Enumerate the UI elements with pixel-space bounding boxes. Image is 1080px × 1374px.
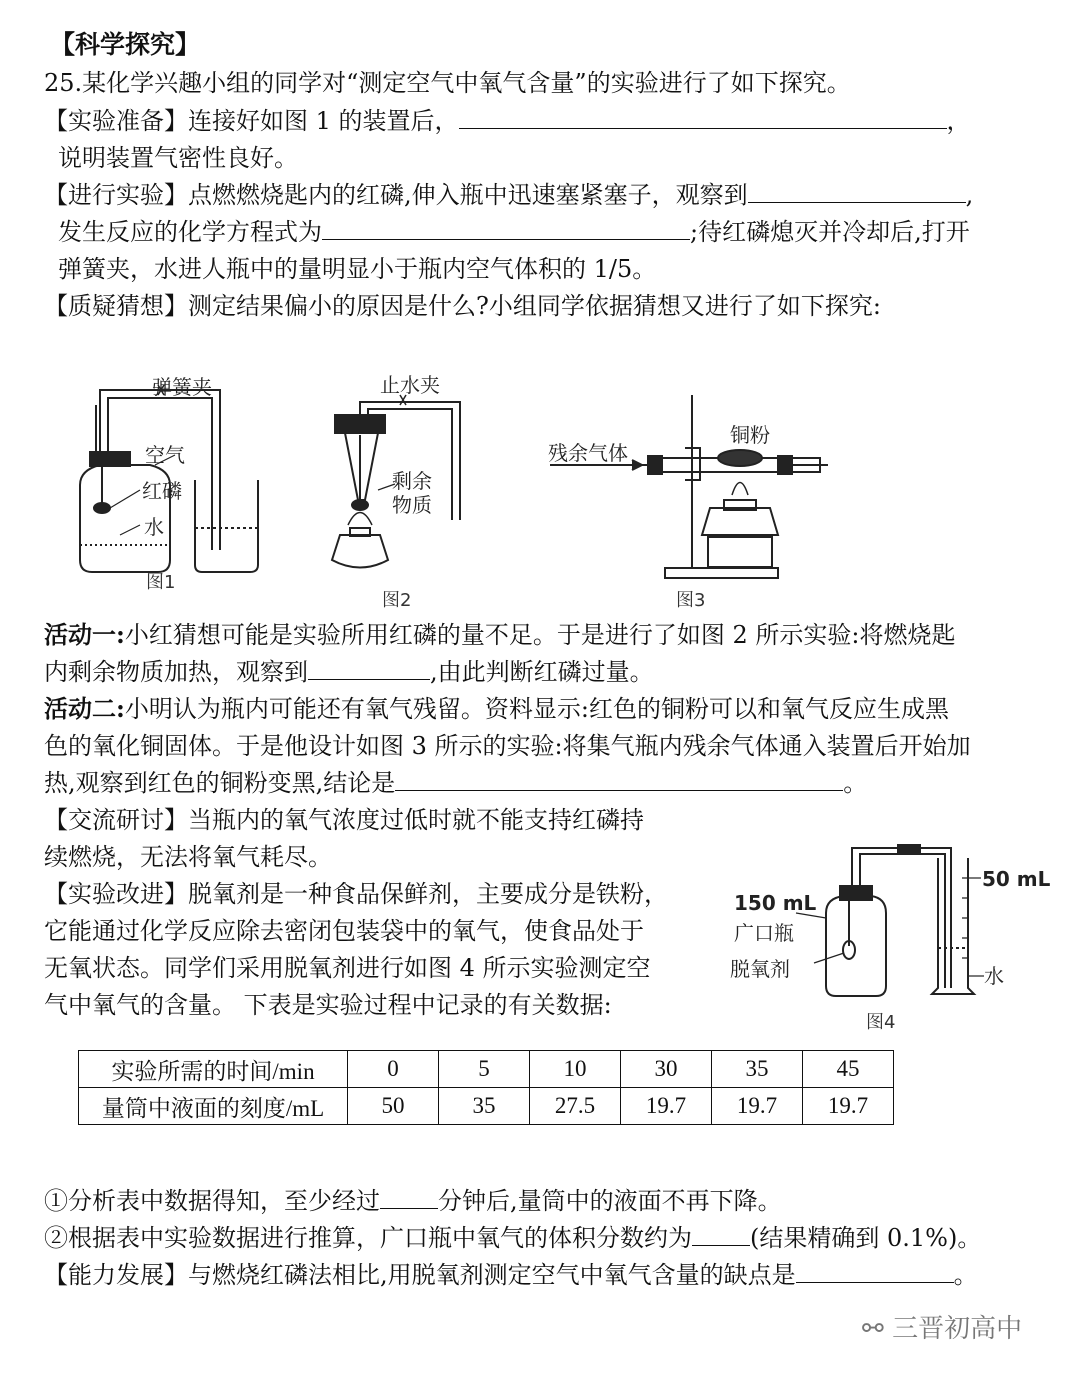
figures-1-3 [60,360,860,615]
fig1-phos-label: 红磷 [142,479,182,503]
act1-line-1 [44,620,955,650]
table-cell: 35 [439,1088,530,1125]
q2-text-a: ②根据表中实验数据进行推算，广口瓶中氧气的体积分数约为 [44,1224,692,1252]
act1-text-2a: 内剩余物质加热，观察到 [44,658,308,686]
q1-text-b: 分钟后,量筒中的液面不再下降。 [438,1187,782,1215]
fig2-caption: 图2 [382,590,412,611]
discuss-line-1: 【交流研讨】当瓶内的氧气浓度过低时就不能支持红磷持 [44,806,644,834]
fig4-caption: 图4 [866,1012,896,1033]
fig2-clip-label: 止水夹 [380,373,440,397]
row1-label: 实验所需的时间/min [79,1051,348,1088]
equation-lead: 发生反应的化学方程式为 [58,218,322,246]
exp-end: , [965,181,974,209]
question-stem: 25.某化学兴趣小组的同学对“测定空气中氧气含量”的实验进行了如下探究。 [44,69,851,97]
exp-line-3: 弹簧夹，水进人瓶中的量明显小于瓶内空气体积的 1/5。 [58,255,657,283]
ability-text-a: 【能力发展】与燃烧红磷法相比,用脱氧剂测定空气中氧气含量的缺点是 [44,1261,796,1289]
table-cell: 19.7 [712,1088,803,1125]
act2-line-3 [44,768,867,798]
table-cell: 19.7 [803,1088,894,1125]
observe-blank[interactable] [748,180,966,203]
table-cell: 45 [803,1051,894,1088]
act2-line-1 [44,694,949,724]
table-cell: 5 [439,1051,530,1088]
act1-text-2b: ,由此判断红磷过量。 [430,658,654,686]
improve-line-3: 无氧状态。同学们采用脱氧剂进行如图 4 所示实验测定空 [44,954,651,982]
fig3-gas-label: 残余气体 [548,441,628,465]
figure-3 [550,395,828,578]
act2-text-3b: 。 [843,769,868,797]
prep-lead: 【实验准备】连接好如图 1 的装置后， [44,107,459,135]
prep-line [44,106,971,136]
table-cell: 35 [712,1051,803,1088]
act2-title: 活动二: [44,694,125,723]
ability-line [44,1260,978,1290]
discuss-line-2: 续燃烧，无法将氧气耗尽。 [44,843,332,871]
table-row [79,1051,894,1088]
doubt-line: 【质疑猜想】测定结果偏小的原因是什么?小组同学依据猜想又进行了如下探究: [44,292,881,320]
row2-label: 量筒中液面的刻度/mL [79,1088,348,1125]
ability-text-b: 。 [953,1261,978,1289]
table-cell: 30 [621,1051,712,1088]
equation-blank[interactable] [322,217,690,240]
fig1-clip-label: 弹簧夹 [152,375,212,399]
exp-lead: 【进行实验】点燃燃烧匙内的红磷,伸入瓶中迅速塞紧塞子，观察到 [44,181,748,209]
fig4-vol-label: 150 mL [734,891,817,915]
act1-line-2 [44,657,654,687]
q1-line [44,1186,782,1216]
table-cell: 19.7 [621,1088,712,1125]
exp-line-1 [44,180,973,210]
table-cell: 27.5 [530,1088,621,1125]
prep-end: ， [946,107,971,135]
improve-line-4: 气中氧气的含量。 下表是实验过程中记录的有关数据: [44,991,612,1019]
act1-text-1: 小红猜想可能是实验所用红磷的量不足。于是进行了如图 2 所示实验:将燃烧匙 [124,621,956,649]
fig4-bottle-label: 广口瓶 [734,921,794,945]
table-row [79,1088,894,1125]
prep-cont: 说明装置气密性良好。 [58,144,298,172]
q2-blank[interactable] [692,1223,750,1246]
improve-line-2: 它能通过化学反应除去密闭包装袋中的氧气，使食品处于 [44,917,644,945]
watermark-text: 三晋初高中 [892,1314,1023,1344]
fig4-cyl-label: 50 mL [982,867,1051,891]
improve-line-1: 【实验改进】脱氧剂是一种食品保鲜剂，主要成分是铁粉， [44,880,668,908]
q1-blank[interactable] [380,1186,438,1209]
exp-line-2 [58,217,970,247]
wechat-icon: ⚯ [862,1314,884,1344]
table-cell: 0 [348,1051,439,1088]
act1-blank[interactable] [308,657,430,680]
act2-blank[interactable] [395,768,843,791]
fig1-air-label: 空气 [145,443,185,467]
fig2-rem1-label: 剩余 [392,469,432,493]
table-cell: 10 [530,1051,621,1088]
q2-text-b: (结果精确到 0.1%)。 [750,1224,982,1252]
fig4-agent-label: 脱氧剂 [730,957,790,981]
act2-text-3a: 热,观察到红色的铜粉变黑,结论是 [44,769,396,797]
act2-text-1: 小明认为瓶内可能还有氧气残留。资料显示:红色的铜粉可以和氧气反应生成黑 [124,695,949,723]
section-header: 【科学探究】 [50,30,201,59]
fig2-rem2-label: 物质 [392,493,432,517]
data-table [78,1050,894,1125]
watermark [862,1308,1022,1345]
figure-4 [726,838,1056,1038]
exp-l2-end: ;待红磷熄灭并冷却后,打开 [690,218,970,246]
act2-line-2: 色的氧化铜固体。于是他设计如图 3 所示的实验:将集气瓶内残余气体通入装置后开始加 [44,732,971,760]
act1-title: 活动一: [44,620,125,649]
fig1-water-label: 水 [144,515,164,539]
q1-text-a: ①分析表中数据得知，至少经过 [44,1187,380,1215]
q2-line [44,1223,981,1253]
table-cell: 50 [348,1088,439,1125]
prep-blank[interactable] [459,106,947,129]
fig3-cu-label: 铜粉 [730,423,770,447]
fig4-water-label: 水 [984,964,1004,988]
fig1-caption: 图1 [146,572,176,593]
ability-blank[interactable] [796,1260,954,1283]
fig3-caption: 图3 [676,590,706,611]
